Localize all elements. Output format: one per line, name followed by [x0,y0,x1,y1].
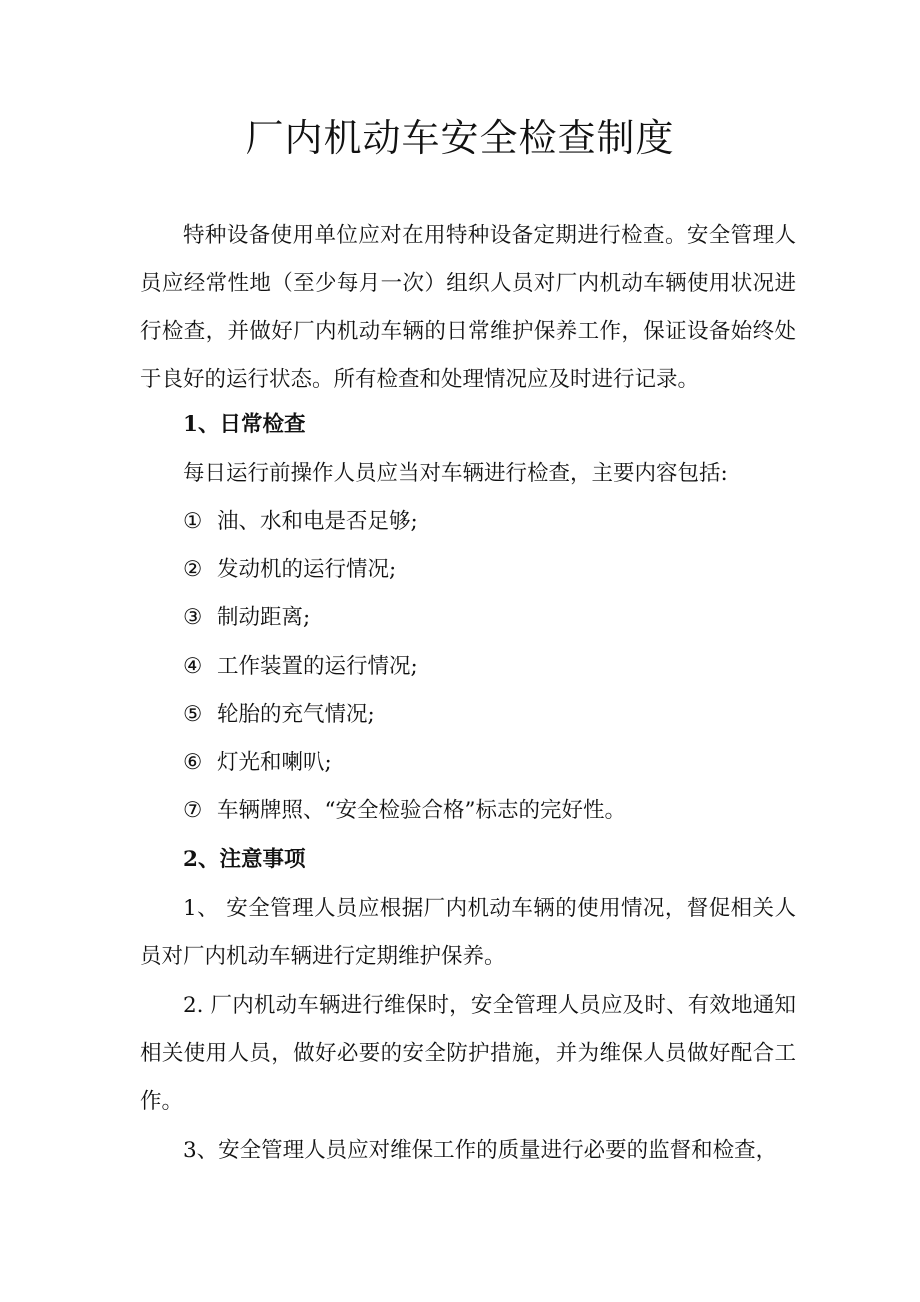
list-marker: ③ [183,605,203,630]
list-item-text: 车辆牌照、“安全检验合格”标志的完好性。 [217,798,626,823]
list-item-text: 工作装置的运行情况; [217,654,418,679]
list-item-text: 制动距离; [217,605,311,630]
list-item-text: 发动机的运行情况; [217,557,397,582]
list-item [183,739,332,787]
section-heading-notes: 2、注意事项 [183,847,306,872]
list-item-text: 油、水和电是否足够; [217,509,418,534]
section-heading-daily-check: 1、日常检查 [183,412,306,437]
daily-check-lead: 每日运行前操作人员应当对车辆进行检查，主要内容包括: [183,461,728,486]
notes-item-1: 1、 安全管理人员应根据厂内机动车辆的使用情况，督促相关人员对厂内机动车辆进行定期维护保养。 [140,896,796,969]
document-title: 厂内机动车安全检查制度 [245,116,675,160]
list-marker: ⑤ [183,702,203,727]
list-marker: ⑥ [183,750,203,775]
list-marker: ① [183,509,203,534]
notes-item-2: 2. 厂内机动车辆进行维保时，安全管理人员应及时、有效地通知相关使用人员，做好必要的安全防护措施，并为维保人员做好配合工作。 [140,993,796,1114]
list-marker: ⑦ [183,798,203,823]
list-marker: ④ [183,654,203,679]
notes-item-3: 3、安全管理人员应对维保工作的质量进行必要的监督和检查， [183,1138,778,1163]
list-item [183,498,418,546]
list-item-text: 轮胎的充气情况; [217,702,375,727]
intro-paragraph: 特种设备使用单位应对在用特种设备定期进行检查。安全管理人员应经常性地（至少每月一次）组织人员对厂内机动车辆使用状况进行检查，并做好厂内机动车辆的日常维护保养工作，保证设备始终处于良好的运行状态。所有检查和处理情况应及时进行记录。 [140,223,796,392]
list-item [183,643,418,691]
list-marker: ② [183,557,203,582]
list-item [183,691,375,739]
list-item-text: 灯光和喇叭; [217,750,332,775]
list-item [183,546,396,594]
list-item [183,594,310,642]
list-item [183,787,626,835]
